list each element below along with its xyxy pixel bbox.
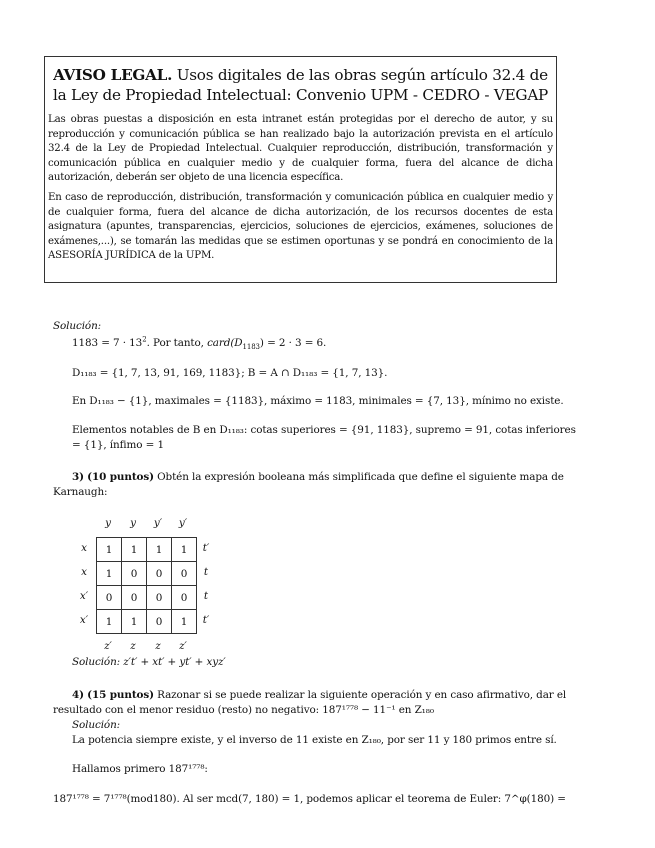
kmap-cell: 0 — [122, 562, 147, 586]
kmap-cell: 0 — [97, 586, 122, 610]
kmap-row-header: x′ — [79, 614, 89, 626]
solution1-line-3: En D₁₁₈₃ − {1}, maximales = {1183}, máximo = 1183, minimales = {7, 13}, mínimo no existe. — [72, 395, 564, 407]
question-4-text-a: Razonar si se puede realizar la siguiente operación y en caso afirmativo, dar el — [157, 689, 567, 701]
kmap-row-header: x — [81, 566, 87, 578]
question-4-line-b: resultado con el menor residuo (resto) no negativo: 187¹⁷⁷⁸ − 11⁻¹ en Z₁₈₀ — [53, 704, 434, 716]
kmap-cell: 1 — [97, 538, 122, 562]
kmap-top-header: y′ — [153, 517, 163, 529]
kmap-cell: 1 — [122, 538, 147, 562]
kmap-cell: 0 — [172, 586, 197, 610]
kmap-right-header: t′ — [202, 542, 210, 554]
kmap-bottom-header: z — [130, 640, 136, 652]
kmap-cell: 0 — [147, 610, 172, 634]
kmap-cell: 1 — [147, 538, 172, 562]
card-sub: 1183 — [242, 343, 260, 352]
notice-paragraph-1: Las obras puestas a disposición en esta intranet están protegidas por el derecho de autor, y su reproducción y comunicación pública se han realizado bajo la autorización prevista en el artículo 32.4 de la Ley de Propiedad Intelectual. Cualquier reproducción, distribución, transformación y comunicación pública en cualquier medio y de cualquier forma, fuera del alcance de dicha autorización, deberán ser objeto de una licencia específica. — [48, 114, 553, 184]
notice-legal-department: ASESORÍA JURÍDICA — [48, 250, 156, 262]
solution1-line-2: D₁₁₈₃ = {1, 7, 13, 91, 169, 1183}; B = A ∩ D₁₁₈₃ = {1, 7, 13}. — [72, 367, 388, 379]
kmap-cell: 0 — [147, 586, 172, 610]
solution-label-4: Solución: — [72, 719, 121, 731]
notice-paragraph-2-end: de la UPM. — [158, 250, 215, 262]
kmap-cell: 0 — [172, 562, 197, 586]
card-arg: (D — [230, 337, 243, 349]
kmap-cell: 0 — [147, 562, 172, 586]
question-3-number: 3) — [72, 471, 84, 483]
kmap-row — [97, 562, 197, 586]
therefore-text: . Por tanto, — [146, 337, 208, 349]
solution1-line-4b: = {1}, ínfimo = 1 — [72, 439, 164, 451]
notice-paragraph-2 — [48, 191, 553, 264]
card-result: ) = 2 · 3 = 6. — [259, 337, 327, 349]
kmap-row — [97, 586, 197, 610]
kmap-cell: 1 — [97, 610, 122, 634]
legal-notice-box — [44, 56, 557, 283]
kmap-row — [97, 610, 197, 634]
question-3-points: (10 puntos) — [87, 471, 154, 483]
kmap-right-header: t — [203, 590, 209, 602]
solution-label-1: Solución: — [53, 320, 102, 332]
kmap-row-header: x′ — [79, 590, 89, 602]
question-4-line-a — [72, 688, 566, 702]
kmap-top-header: y — [105, 517, 111, 529]
notice-title-rest: Usos digitales de las obras según artículo 32.4 de la Ley de Propiedad Intelectual: Convenio UPM - CEDRO - VEGAP — [53, 66, 548, 104]
card-function: card — [207, 337, 231, 349]
question-3-text-a: Obtén la expresión booleana más simplificada que define el siguiente mapa de — [157, 471, 564, 483]
kmap-right-header: t — [203, 566, 209, 578]
kmap-top-header: y — [130, 517, 136, 529]
kmap-row — [97, 538, 197, 562]
factorization: 1183 = 7 · 13 — [72, 337, 143, 349]
kmap-right-header: t′ — [202, 614, 210, 626]
kmap-cell: 1 — [172, 538, 197, 562]
kmap-cell: 1 — [172, 610, 197, 634]
kmap-bottom-header: z′ — [179, 640, 187, 652]
question-3-line-b: Karnaugh: — [53, 486, 108, 498]
question-3-solution: Solución: z′t′ + xt′ + yt′ + xyz′ — [72, 656, 226, 668]
kmap-row-header: x — [81, 542, 87, 554]
notice-title — [52, 65, 549, 105]
kmap-cell: 0 — [122, 586, 147, 610]
notice-paragraph-2-text: En caso de reproducción, distribución, transformación y comunicación pública en cualquier medio y de cualquier forma, fuera del alcance de dicha autorización, de los recursos docentes de esta asignatura (apuntes, transparencias, ejercicios, soluciones de ejercicios, exámenes, soluciones de exámenes,...), se tomarán las medidas que se estimen oportunas y se pondrá en conocimiento de la — [48, 191, 553, 247]
karnaugh-map — [96, 537, 197, 634]
question-3-line-a — [72, 470, 564, 484]
solution1-line-4a: Elementos notables de B en D₁₁₈₃: cotas superiores = {91, 1183}, supremo = 91, cotas inferiores — [72, 424, 576, 436]
kmap-bottom-header: z — [155, 640, 161, 652]
question-4-points: (15 puntos) — [87, 689, 154, 701]
question-4-solution-line-1: La potencia siempre existe, y el inverso de 11 existe en Z₁₈₀, por ser 11 y 180 primos entre sí. — [72, 734, 557, 746]
question-4-solution-line-2: Hallamos primero 187¹⁷⁷⁸: — [72, 763, 208, 775]
solution1-line-1 — [72, 336, 326, 350]
notice-title-bold: AVISO LEGAL. — [53, 66, 173, 84]
exponent: 2 — [142, 335, 147, 344]
kmap-top-header: y′ — [178, 517, 188, 529]
kmap-bottom-header: z′ — [104, 640, 112, 652]
kmap-cell: 1 — [122, 610, 147, 634]
kmap-cell: 1 — [97, 562, 122, 586]
question-4-solution-line-3: 187¹⁷⁷⁸ = 7¹⁷⁷⁸(mod180). Al ser mcd(7, 180) = 1, podemos aplicar el teorema de Euler: 7^φ(180) = — [53, 793, 566, 805]
question-4-number: 4) — [72, 689, 84, 701]
